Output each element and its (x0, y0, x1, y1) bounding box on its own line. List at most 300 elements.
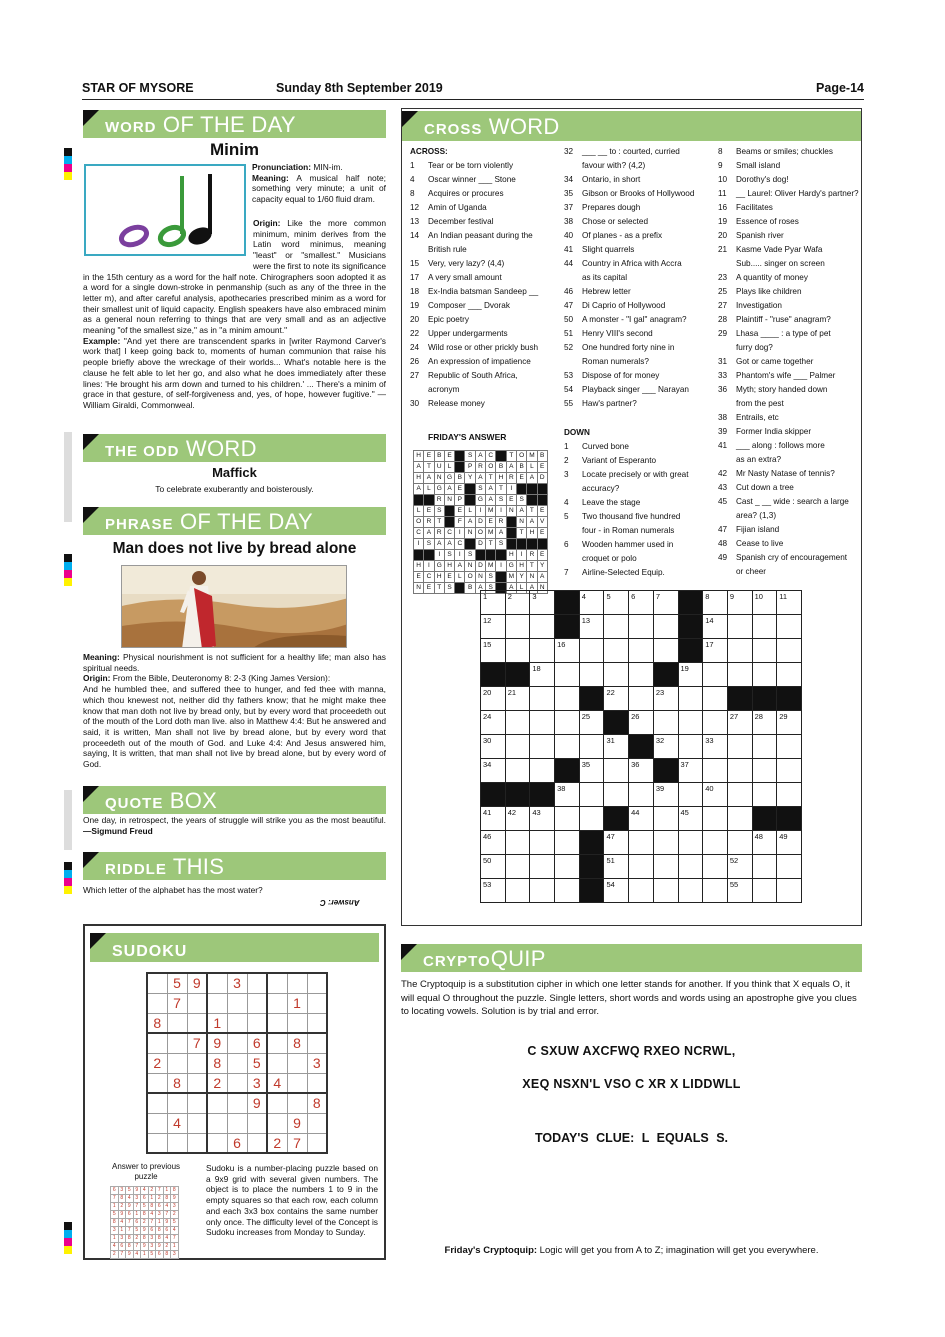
crossword-cell[interactable] (530, 711, 555, 735)
sudoku-cell[interactable] (167, 1013, 187, 1033)
crossword-cell[interactable]: 29 (777, 711, 802, 735)
sudoku-cell[interactable] (207, 993, 227, 1013)
sudoku-cell[interactable] (207, 1093, 227, 1113)
sudoku-answer-cell: 2 (148, 1187, 156, 1195)
answer-cell: E (516, 473, 526, 484)
sudoku-grid[interactable] (146, 972, 328, 1154)
crossword-cell[interactable]: 26 (629, 711, 654, 735)
crossword-cell[interactable] (703, 879, 728, 903)
crossword-cell[interactable] (555, 687, 580, 711)
answer-cell: A (486, 484, 496, 495)
sudoku-cell[interactable] (307, 1033, 327, 1053)
crossword-cell[interactable] (777, 759, 802, 783)
crossword-cell[interactable]: 24 (481, 711, 506, 735)
answer-cell: M (486, 506, 496, 517)
crossword-cell[interactable]: 40 (703, 783, 728, 807)
crossword-cell[interactable] (703, 831, 728, 855)
crossword-cell[interactable] (653, 831, 678, 855)
crossword-cell[interactable] (678, 711, 703, 735)
crossword-cell[interactable] (727, 783, 752, 807)
clue-item: area? (1,3) (736, 511, 777, 520)
cryptoquip-line1: C SXUW AXCFWQ RXEO NCRWL, (527, 1044, 736, 1058)
sudoku-answer-cell: 1 (141, 1251, 149, 1259)
crossword-cell[interactable] (678, 879, 703, 903)
crossword-cell[interactable]: 10 (752, 591, 777, 615)
crossword-cell[interactable] (530, 639, 555, 663)
crossword-cell[interactable] (629, 639, 654, 663)
crossword-cell[interactable] (752, 855, 777, 879)
sudoku-cell[interactable] (227, 1073, 247, 1093)
sudoku-answer-cell: 3 (148, 1235, 156, 1243)
crossword-down-col2 (718, 145, 860, 579)
crossword-cell[interactable]: 33 (703, 735, 728, 759)
sudoku-cell[interactable] (247, 1113, 267, 1133)
crossword-cell[interactable] (629, 879, 654, 903)
sudoku-cell[interactable] (227, 1053, 247, 1073)
crossword-cell[interactable] (530, 615, 555, 639)
crossword-cell[interactable] (777, 663, 802, 687)
crossword-cell[interactable] (505, 735, 530, 759)
crossword-cell[interactable] (777, 855, 802, 879)
clue-item: 13 December festival (410, 217, 494, 226)
crossword-cell[interactable] (604, 663, 629, 687)
sudoku-cell[interactable] (267, 1113, 287, 1133)
crossword-cell[interactable] (727, 663, 752, 687)
sudoku-answer-cell: 7 (126, 1227, 134, 1235)
crossword-cell[interactable] (555, 879, 580, 903)
clue-item: 46 Hebrew letter (564, 287, 631, 296)
crossword-cell[interactable] (629, 783, 654, 807)
sudoku-answer-cell: 5 (141, 1203, 149, 1211)
sudoku-answer-cell: 4 (133, 1251, 141, 1259)
crossword-cell[interactable]: 42 (505, 807, 530, 831)
phrase-title: Man does not live by bread alone (112, 540, 357, 557)
crossword-cell[interactable]: 43 (530, 807, 555, 831)
crossword-cell[interactable]: 36 (629, 759, 654, 783)
sudoku-cell[interactable] (167, 1053, 187, 1073)
crossword-cell[interactable]: 11 (777, 591, 802, 615)
crossword-cell[interactable] (629, 615, 654, 639)
crossword-cell[interactable] (555, 807, 580, 831)
crossword-cell[interactable]: 22 (604, 687, 629, 711)
crossword-cell[interactable] (777, 615, 802, 639)
answer-cell: M (527, 451, 537, 462)
clue-item: furry dog? (736, 343, 773, 352)
paper-name: STAR OF MYSORE (82, 81, 194, 95)
sudoku-answer-cell: 9 (126, 1251, 134, 1259)
crossword-cell[interactable] (505, 639, 530, 663)
sudoku-cell[interactable] (247, 1133, 267, 1153)
sudoku-cell[interactable] (187, 1093, 207, 1113)
clue-item: 4 Leave the stage (564, 498, 641, 507)
clue-item: 32 ___ __ to : courted, curried (564, 147, 680, 156)
crossword-cell[interactable] (505, 879, 530, 903)
crossword-cell[interactable] (530, 879, 555, 903)
crossword-cell[interactable] (727, 831, 752, 855)
crossword-cell[interactable] (579, 639, 604, 663)
crossword-cell[interactable]: 46 (481, 831, 506, 855)
sudoku-cell[interactable] (227, 1093, 247, 1113)
crossword-cell[interactable] (727, 615, 752, 639)
sudoku-cell[interactable] (247, 1013, 267, 1033)
sudoku-cell[interactable] (307, 993, 327, 1013)
crossword-cell[interactable] (530, 831, 555, 855)
crossword-cell[interactable]: 31 (604, 735, 629, 759)
crossword-cell[interactable] (530, 855, 555, 879)
crossword-cell[interactable] (555, 831, 580, 855)
sudoku-answer-cell: 8 (156, 1235, 164, 1243)
sudoku-cell[interactable] (227, 1013, 247, 1033)
crossword-cell[interactable] (604, 615, 629, 639)
answer-cell: E (455, 506, 465, 517)
sudoku-cell[interactable] (267, 973, 287, 993)
crossword-grid[interactable] (480, 590, 802, 903)
crossword-cell[interactable] (752, 639, 777, 663)
crossword-cell[interactable]: 20 (481, 687, 506, 711)
sudoku-cell[interactable] (147, 1033, 167, 1053)
crossword-cell[interactable] (727, 759, 752, 783)
page-number: Page-14 (816, 81, 864, 95)
sudoku-cell[interactable] (187, 1113, 207, 1133)
crossword-cell[interactable]: 49 (777, 831, 802, 855)
crossword-band: CROSS WORD (402, 111, 861, 141)
answer-cell (465, 484, 475, 495)
crossword-cell[interactable] (727, 735, 752, 759)
answer-cell: Y (465, 473, 475, 484)
sudoku-cell[interactable] (207, 1133, 227, 1153)
sudoku-cell[interactable] (187, 1053, 207, 1073)
crossword-cell[interactable] (530, 687, 555, 711)
sudoku-cell[interactable] (287, 1053, 307, 1073)
clue-item: 37 Prepares dough (564, 203, 641, 212)
sudoku-answer-cell: 4 (163, 1203, 171, 1211)
crossword-cell[interactable] (777, 735, 802, 759)
crossword-cell[interactable] (703, 807, 728, 831)
sudoku-cell[interactable] (167, 1033, 187, 1053)
sudoku-cell[interactable] (287, 1013, 307, 1033)
crossword-cell[interactable] (703, 663, 728, 687)
crossword-cell[interactable]: 51 (604, 855, 629, 879)
sudoku-cell[interactable] (167, 1093, 187, 1113)
clue-item: croquet or polo (582, 554, 637, 563)
crossword-cell[interactable]: 7 (653, 591, 678, 615)
crossword-cell[interactable] (505, 759, 530, 783)
sudoku-answer-cell: 9 (126, 1203, 134, 1211)
crossword-cell[interactable] (653, 879, 678, 903)
crossword-cell[interactable] (555, 855, 580, 879)
answer-cell: A (455, 561, 465, 572)
crossword-cell[interactable] (752, 663, 777, 687)
sudoku-cell[interactable] (147, 1093, 167, 1113)
crossword-cell[interactable] (629, 663, 654, 687)
clue-item: 48 Cease to live (718, 539, 784, 548)
sudoku-cell[interactable] (307, 1013, 327, 1033)
crossword-cell[interactable] (678, 783, 703, 807)
answer-cell: E (444, 451, 454, 462)
crossword-cell[interactable]: 47 (604, 831, 629, 855)
sudoku-cell[interactable] (227, 1113, 247, 1133)
clue-item: 50 A monster - "I gal" anagram? (564, 315, 687, 324)
answer-cell: A (475, 451, 485, 462)
crossword-cell[interactable]: 37 (678, 759, 703, 783)
sudoku-cell[interactable] (267, 1053, 287, 1073)
answer-cell: E (537, 506, 547, 517)
sudoku-answer-cell: 1 (133, 1211, 141, 1219)
answer-cell: N (414, 583, 424, 594)
sudoku-cell[interactable] (187, 1073, 207, 1093)
crossword-cell[interactable] (703, 687, 728, 711)
clue-item: 36 Myth; story handed down (718, 385, 828, 394)
crossword-cell[interactable]: 55 (727, 879, 752, 903)
crossword-cell[interactable]: 19 (678, 663, 703, 687)
crossword-cell[interactable]: 4 (579, 591, 604, 615)
sudoku-cell[interactable] (307, 973, 327, 993)
crossword-cell[interactable] (530, 735, 555, 759)
crossword-cell[interactable]: 14 (703, 615, 728, 639)
sudoku-answer-cell: 9 (133, 1187, 141, 1195)
crossword-cell[interactable] (703, 759, 728, 783)
crossword-cell[interactable]: 21 (505, 687, 530, 711)
sudoku-cell[interactable] (267, 1093, 287, 1113)
sudoku-cell[interactable] (207, 973, 227, 993)
crossword-cell[interactable] (653, 807, 678, 831)
crossword-cell[interactable]: 45 (678, 807, 703, 831)
crossword-cell[interactable]: 3 (530, 591, 555, 615)
crossword-cell[interactable] (678, 831, 703, 855)
crossword-cell[interactable]: 13 (579, 615, 604, 639)
answer-cell: E (455, 484, 465, 495)
answer-cell: D (475, 539, 485, 550)
crossword-cell[interactable] (530, 759, 555, 783)
answer-cell: T (496, 484, 506, 495)
sudoku-cell[interactable] (307, 1073, 327, 1093)
crossword-cell[interactable] (579, 735, 604, 759)
sudoku-cell: 3 (247, 1073, 267, 1093)
crossword-cell[interactable] (629, 831, 654, 855)
crossword-cell[interactable]: 8 (703, 591, 728, 615)
answer-cell: A (527, 517, 537, 528)
sudoku-cell[interactable] (147, 993, 167, 1013)
answer-cell: A (444, 539, 454, 550)
crossword-cell (678, 639, 703, 663)
crossword-cell[interactable] (505, 615, 530, 639)
crossword-cell[interactable]: 54 (604, 879, 629, 903)
crossword-cell[interactable]: 25 (579, 711, 604, 735)
crossword-cell[interactable]: 34 (481, 759, 506, 783)
crossword-cell[interactable] (752, 879, 777, 903)
crossword-cell[interactable] (579, 783, 604, 807)
sudoku-cell[interactable] (187, 1013, 207, 1033)
answer-cell: A (506, 583, 516, 594)
answer-cell: G (506, 561, 516, 572)
sudoku-answer-cell: 8 (163, 1251, 171, 1259)
sudoku-cell[interactable] (307, 1133, 327, 1153)
crossword-cell[interactable]: 44 (629, 807, 654, 831)
crossword-cell[interactable] (752, 615, 777, 639)
crossword-cell[interactable] (604, 783, 629, 807)
answer-cell: N (537, 583, 547, 594)
crossword-cell[interactable]: 50 (481, 855, 506, 879)
crossword-cell[interactable]: 6 (629, 591, 654, 615)
clue-item: 5 Two thousand five hundred (564, 512, 681, 521)
crossword-cell[interactable]: 1 (481, 591, 506, 615)
crossword-cell[interactable] (653, 711, 678, 735)
crossword-cell[interactable] (752, 759, 777, 783)
answer-cell: T (527, 561, 537, 572)
crossword-cell[interactable] (703, 855, 728, 879)
clue-item: 21 Kasme Vade Pyar Wafa (718, 245, 823, 254)
crossword-cell[interactable] (579, 663, 604, 687)
sudoku-cell[interactable] (287, 1093, 307, 1113)
crossword-cell (555, 615, 580, 639)
sudoku-answer-cell: 6 (156, 1251, 164, 1259)
crossword-cell (505, 783, 530, 807)
crossword-cell[interactable] (505, 831, 530, 855)
sudoku-cell[interactable] (227, 1033, 247, 1053)
friday-answer-grid (413, 450, 548, 594)
sudoku-cell[interactable] (267, 1013, 287, 1033)
crossword-cell[interactable] (604, 759, 629, 783)
sudoku-cell: 8 (147, 1013, 167, 1033)
sudoku-cell[interactable] (147, 1113, 167, 1133)
crossword-cell[interactable] (555, 735, 580, 759)
sudoku-cell: 5 (167, 973, 187, 993)
answer-cell: L (424, 484, 434, 495)
answer-cell: H (496, 473, 506, 484)
answer-cell: G (434, 484, 444, 495)
sudoku-answer-cell: 3 (156, 1211, 164, 1219)
crossword-cell[interactable] (777, 783, 802, 807)
clue-item: 42 Mr Nasty Natase of tennis? (718, 469, 835, 478)
sudoku-cell[interactable] (147, 1133, 167, 1153)
sudoku-cell[interactable] (287, 1073, 307, 1093)
crossword-cell[interactable]: 53 (481, 879, 506, 903)
crossword-cell[interactable]: 28 (752, 711, 777, 735)
crossword-cell[interactable] (777, 879, 802, 903)
crossword-cell[interactable]: 18 (530, 663, 555, 687)
crossword-cell[interactable]: 16 (555, 639, 580, 663)
crossword-cell[interactable] (727, 807, 752, 831)
sudoku-answer-cell: 2 (118, 1203, 126, 1211)
jesus-desert-image (121, 565, 347, 648)
sudoku-cell[interactable] (247, 973, 267, 993)
crossword-cell[interactable] (678, 687, 703, 711)
cryptoquip-line2: XEQ NSXN'L VSO C XR X LIDDWLL (522, 1077, 741, 1091)
sudoku-cell[interactable] (167, 1133, 187, 1153)
crossword-cell[interactable] (678, 735, 703, 759)
answer-cell: E (424, 583, 434, 594)
clue-item: 38 Entrails, etc (718, 413, 779, 422)
crossword-cell[interactable]: 27 (727, 711, 752, 735)
crossword-cell[interactable] (678, 855, 703, 879)
sudoku-prev-answer (110, 1186, 179, 1259)
sudoku-cell[interactable] (187, 1133, 207, 1153)
crossword-cell[interactable]: 17 (703, 639, 728, 663)
sudoku-cell[interactable] (287, 973, 307, 993)
sudoku-cell: 6 (247, 1033, 267, 1053)
answer-cell: I (516, 550, 526, 561)
crossword-cell[interactable]: 9 (727, 591, 752, 615)
crossword-cell[interactable] (579, 807, 604, 831)
crossword-cell[interactable]: 38 (555, 783, 580, 807)
sudoku-cell[interactable] (147, 1073, 167, 1093)
crossword-cell[interactable] (555, 663, 580, 687)
clue-item: 19 Composer ___ Dvorak (410, 301, 510, 310)
crossword-cell[interactable]: 52 (727, 855, 752, 879)
crossword-cell[interactable]: 41 (481, 807, 506, 831)
sudoku-cell[interactable] (147, 973, 167, 993)
sudoku-cell[interactable] (267, 1033, 287, 1053)
crossword-cell[interactable]: 48 (752, 831, 777, 855)
quote-band: QUOTE BOX (83, 786, 386, 814)
crossword-cell[interactable] (629, 687, 654, 711)
crossword-cell[interactable] (752, 735, 777, 759)
crossword-cell[interactable]: 12 (481, 615, 506, 639)
answer-cell: E (444, 572, 454, 583)
answer-cell: E (424, 451, 434, 462)
sudoku-cell[interactable] (247, 993, 267, 1013)
answer-cell: A (444, 484, 454, 495)
crossword-cell[interactable]: 35 (579, 759, 604, 783)
sudoku-answer-cell: 5 (126, 1187, 134, 1195)
crossword-cell[interactable]: 2 (505, 591, 530, 615)
crossword-cell[interactable]: 5 (604, 591, 629, 615)
crossword-cell[interactable] (703, 711, 728, 735)
crossword-cell[interactable]: 39 (653, 783, 678, 807)
crossword-cell[interactable] (653, 639, 678, 663)
answer-cell: H (516, 561, 526, 572)
crossword-cell[interactable]: 30 (481, 735, 506, 759)
crossword-cell[interactable] (653, 855, 678, 879)
crossword-cell[interactable]: 23 (653, 687, 678, 711)
crossword-cell[interactable] (653, 615, 678, 639)
sudoku-answer-cell: 9 (171, 1195, 179, 1203)
answer-cell: L (414, 506, 424, 517)
crossword-cell[interactable]: 15 (481, 639, 506, 663)
sudoku-cell[interactable] (207, 1113, 227, 1133)
answer-cell: E (537, 550, 547, 561)
answer-cell: C (486, 451, 496, 462)
clue-item: 24 Wild rose or other prickly bush (410, 343, 539, 352)
answer-cell: S (434, 506, 444, 517)
crossword-cell (579, 831, 604, 855)
answer-cell: N (506, 506, 516, 517)
sudoku-answer-cell: 8 (148, 1203, 156, 1211)
sudoku-answer-cell: 2 (141, 1219, 149, 1227)
sudoku-cell[interactable] (187, 993, 207, 1013)
crossword-cell[interactable] (555, 711, 580, 735)
answer-cell: C (414, 528, 424, 539)
clue-item: 6 Wooden hammer used in (564, 540, 674, 549)
crossword-cell[interactable] (629, 855, 654, 879)
sudoku-cell[interactable] (227, 993, 247, 1013)
color-registration-marks (64, 862, 72, 894)
sudoku-cell[interactable] (307, 1113, 327, 1133)
crossword-cell (604, 807, 629, 831)
clue-item: accuracy? (582, 484, 620, 493)
crossword-cell[interactable] (505, 711, 530, 735)
crossword-cell[interactable] (604, 639, 629, 663)
crossword-cell[interactable] (752, 783, 777, 807)
crossword-cell[interactable] (777, 639, 802, 663)
crossword-cell[interactable] (505, 855, 530, 879)
crossword-cell[interactable] (727, 639, 752, 663)
answer-cell (414, 550, 424, 561)
crossword-cell[interactable]: 32 (653, 735, 678, 759)
sudoku-cell[interactable] (267, 993, 287, 1013)
sudoku-cell: 3 (307, 1053, 327, 1073)
sudoku-cell: 9 (207, 1033, 227, 1053)
